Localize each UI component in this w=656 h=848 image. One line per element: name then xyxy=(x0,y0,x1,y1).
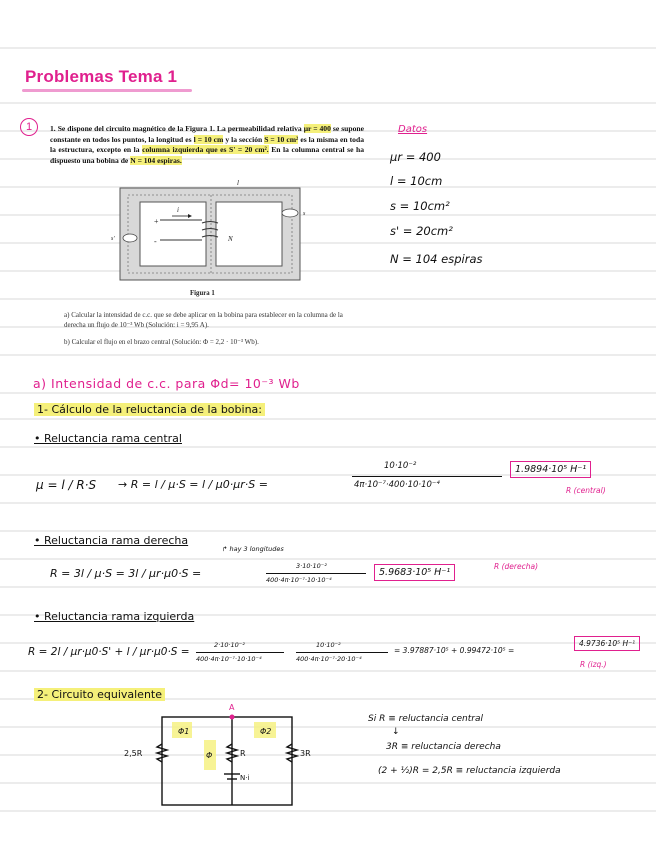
figure-label-i: i xyxy=(177,206,179,214)
central-lhs: μ = l / R·S xyxy=(36,478,97,492)
dato-mu-r: μr = 400 xyxy=(390,150,441,164)
problem-statement xyxy=(50,124,364,166)
magnetic-circuit-figure xyxy=(110,178,310,286)
statement-part5: En la columna central se ha dispuesto una bobina de xyxy=(50,145,364,165)
circuit-phi1: Φ1 xyxy=(178,727,190,736)
legend-line-2: 3R ≡ reluctancia derecha xyxy=(386,742,501,752)
left-f2-numerator: 10·10⁻² xyxy=(316,641,341,649)
statement-s: S = 10 cm² xyxy=(264,134,299,144)
circuit-phi: Φ xyxy=(206,751,213,760)
circuit-node-a: A xyxy=(229,703,235,712)
title-underline xyxy=(22,89,192,92)
left-expression: R = 2l / μr·μ0·S' + l / μr·μ0·S = xyxy=(28,646,190,658)
central-fraction-bar xyxy=(352,476,502,477)
right-heading: • Reluctancia rama derecha xyxy=(34,534,189,547)
left-result-note: R (izq.) xyxy=(580,660,607,669)
problem-number-badge: 1 xyxy=(20,118,38,136)
step-2-heading: 2- Circuito equivalente xyxy=(34,688,165,701)
right-result-note: R (derecha) xyxy=(494,562,538,571)
dato-n: N = 104 espiras xyxy=(390,252,483,266)
equivalent-circuit-diagram xyxy=(118,700,311,810)
left-sum: = 3.97887·10⁵ + 0.99472·10⁵ = xyxy=(394,646,515,655)
statement-mu-r: μr = 400 xyxy=(303,124,331,133)
circuit-left-resistor: 2,5R xyxy=(124,749,143,758)
central-numerator: 10·10⁻² xyxy=(384,461,417,471)
question-b: b) Calcular el flujo en el brazo central (Solución: Φ = 2,2 · 10⁻³ Wb). xyxy=(64,338,259,346)
right-numerator: 3·10·10⁻² xyxy=(296,562,327,570)
page-title: Problemas Tema 1 xyxy=(25,67,178,86)
left-f1-denominator: 400·4π·10⁻⁷·10·10⁻⁴ xyxy=(196,655,262,663)
svg-text:+: + xyxy=(154,217,159,226)
right-aside: ↱ hay 3 longitudes xyxy=(222,545,284,553)
legend-line-1: Si R ≡ reluctancia central xyxy=(368,714,483,724)
statement-part4: es la misma en toda la estructura, excepto en la xyxy=(50,134,364,155)
statement-part3: y la sección xyxy=(225,134,263,144)
right-result-box: 5.9683·10⁵ H⁻¹ xyxy=(374,564,455,581)
figure-caption: Figura 1 xyxy=(190,290,215,297)
statement-number: 1. xyxy=(50,124,56,133)
left-result-box: 4.9736·10⁵ H⁻¹ xyxy=(574,636,640,651)
statement-col: columna izquierda que es S' = 20 cm². xyxy=(142,145,269,155)
left-f2-denominator: 400·4π·10⁻⁷·20·10⁻⁴ xyxy=(296,655,362,663)
right-fraction-bar xyxy=(266,573,366,574)
dato-l: l = 10cm xyxy=(390,174,443,188)
left-f1-bar xyxy=(196,652,284,653)
statement-part1: Se dispone del circuito magnético de la Figura 1. La permeabilidad relativa xyxy=(57,124,302,133)
solution-part-a-heading: a) Intensidad de c.c. para Φd= 10⁻³ Wb xyxy=(33,376,300,391)
circuit-phi2: Φ2 xyxy=(260,727,272,736)
statement-n-turns: N = 104 espiras. xyxy=(130,155,182,165)
datos-heading: Datos xyxy=(398,124,428,135)
step-1-heading: 1- Cálculo de la reluctancia de la bobina: xyxy=(34,403,265,416)
central-result-note: R (central) xyxy=(566,486,606,495)
left-heading: • Reluctancia rama izquierda xyxy=(34,610,195,623)
central-heading: • Reluctancia rama central xyxy=(34,432,182,445)
central-result-box: 1.9894·10⁵ H⁻¹ xyxy=(510,461,591,478)
svg-text:-: - xyxy=(154,237,157,246)
dato-s-prime: s' = 20cm² xyxy=(390,224,453,238)
circuit-mid-resistor: R xyxy=(240,749,246,758)
figure-label-l: l xyxy=(237,179,239,187)
question-a: a) Calcular la intensidad de c.c. que se debe aplicar en la bobina para establecer en la columna de la derecha un flujo de 10⁻³ Wb (Solución: i = 9,95 A). xyxy=(64,311,343,329)
dato-s: s = 10cm² xyxy=(390,199,450,213)
circuit-right-resistor: 3R xyxy=(300,749,311,758)
central-denominator: 4π·10⁻⁷·400·10·10⁻⁴ xyxy=(354,480,440,490)
left-f2-bar xyxy=(296,652,388,653)
figure-label-s: s xyxy=(303,211,306,217)
right-expression: R = 3l / μ·S = 3l / μr·μ0·S = xyxy=(50,567,202,580)
central-arrow: → R = l / μ·S = l / μ0·μr·S = xyxy=(118,478,268,491)
right-denominator: 400·4π·10⁻⁷·10·10⁻⁴ xyxy=(266,576,332,584)
statement-l: l = 10 cm xyxy=(193,134,224,144)
circuit-source: N·i xyxy=(240,774,250,782)
legend-arrow: ↓ xyxy=(392,727,400,737)
figure-label-s-prime: s' xyxy=(111,236,115,242)
figure-label-n: N xyxy=(228,235,233,243)
statement-part2: se supone constante en todos los puntos, la longitud es xyxy=(50,124,364,144)
left-f1-numerator: 2·10·10⁻² xyxy=(214,641,245,649)
legend-line-3: (2 + ½)R = 2,5R ≡ reluctancia izquierda xyxy=(378,766,561,776)
